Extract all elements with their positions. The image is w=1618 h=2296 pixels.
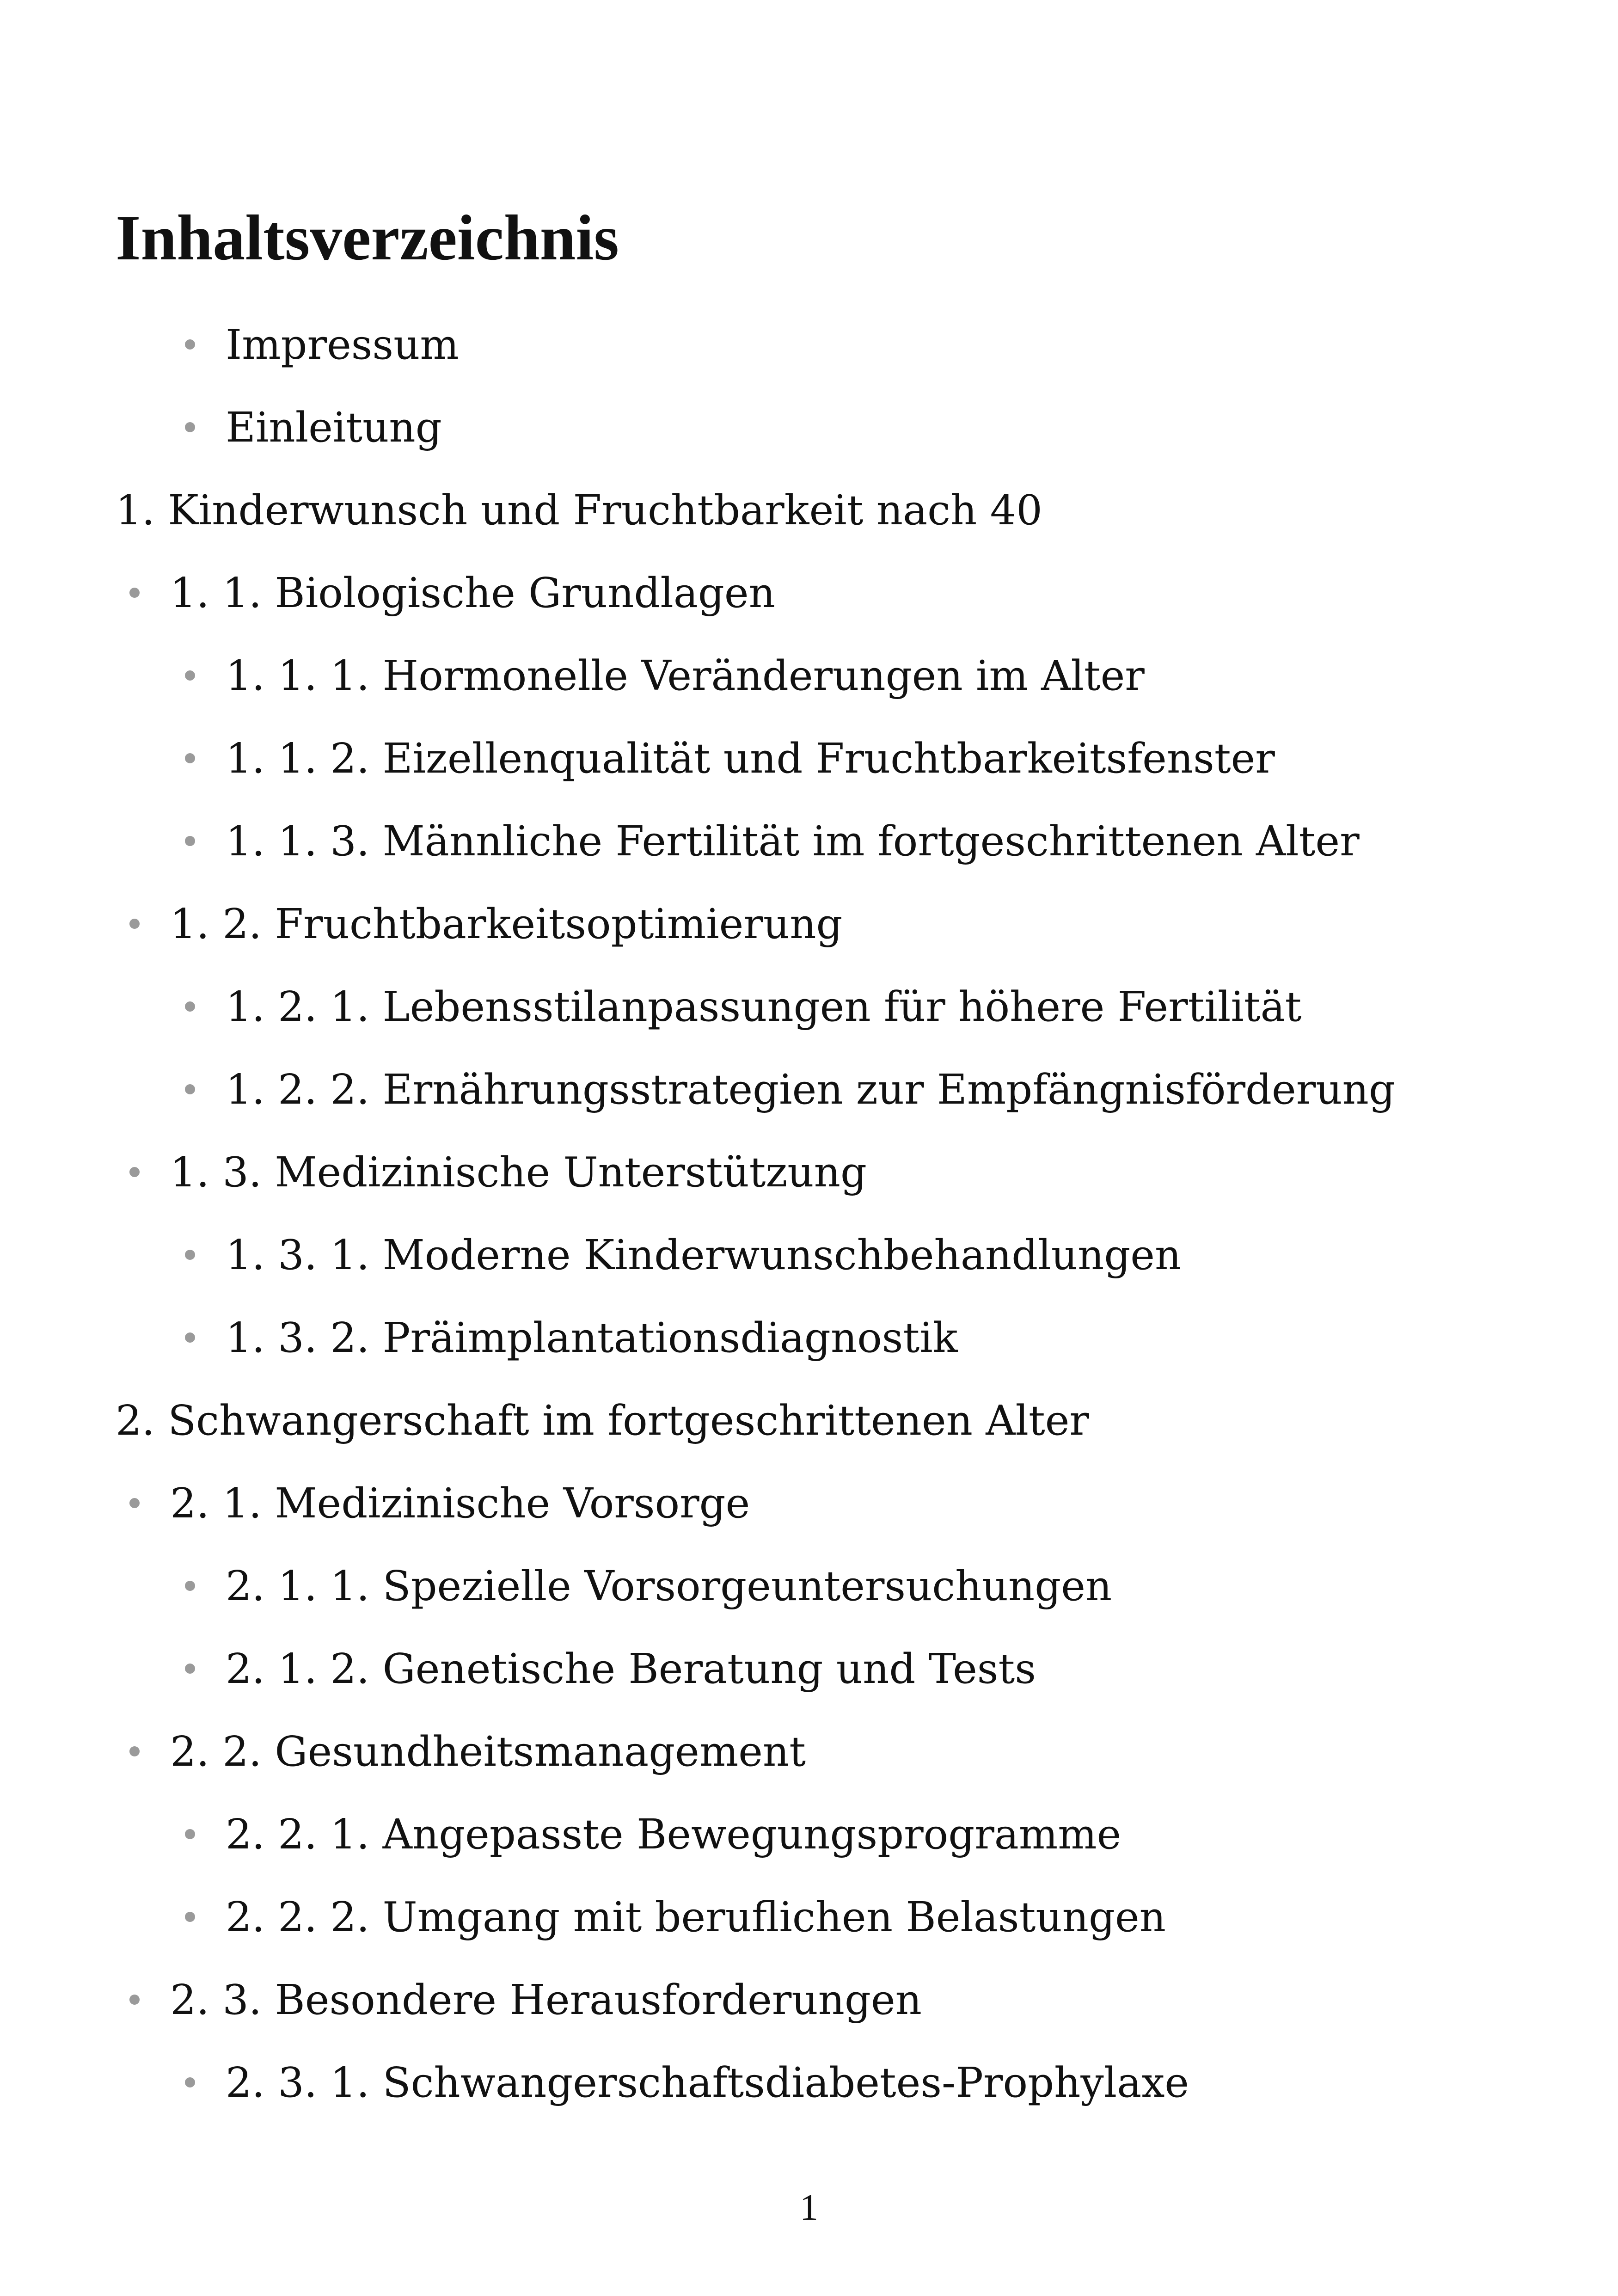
bullet-icon: [185, 1664, 195, 1674]
toc-entry-label[interactable]: 2. 3. Besondere Herausforderungen: [170, 1975, 922, 2024]
toc-entry-label[interactable]: 1. 2. 1. Lebensstilanpassungen für höhere Fertilität: [226, 982, 1302, 1031]
toc-chapter-entry[interactable]: [0, 1379, 1618, 1461]
bullet-icon: [185, 1084, 195, 1094]
toc-entry-label[interactable]: 2. 1. 1. Spezielle Vorsorgeuntersuchungen: [226, 1561, 1112, 1610]
bullet-icon: [185, 339, 195, 350]
toc-entry[interactable]: [0, 386, 1618, 468]
toc-entry[interactable]: [0, 1048, 1618, 1130]
bullet-icon: [129, 1995, 140, 2005]
toc-entry-label[interactable]: 2. 2. 2. Umgang mit beruflichen Belastungen: [226, 1892, 1166, 1941]
toc-entry-label[interactable]: 2. 2. Gesundheitsmanagement: [170, 1727, 806, 1775]
toc-entry-label[interactable]: 1. Kinderwunsch und Fruchtbarkeit nach 40: [116, 485, 1042, 534]
toc-entry[interactable]: [0, 717, 1618, 799]
toc-entry-label[interactable]: 2. Schwangerschaft im fortgeschrittenen Alter: [116, 1396, 1089, 1444]
bullet-icon: [185, 1001, 195, 1012]
toc-entry-label[interactable]: 1. 2. Fruchtbarkeitsoptimierung: [170, 899, 843, 948]
toc-entry-label[interactable]: 1. 1. Biologische Grundlagen: [170, 568, 775, 617]
bullet-icon: [185, 1250, 195, 1260]
toc-entry-label[interactable]: 1. 2. 2. Ernährungsstrategien zur Empfängnisförderung: [226, 1065, 1395, 1113]
bullet-icon: [185, 422, 195, 432]
toc-entry[interactable]: [0, 799, 1618, 882]
bullet-icon: [129, 588, 140, 598]
toc-entry[interactable]: [0, 1296, 1618, 1379]
toc-entry-label[interactable]: 2. 3. 1. Schwangerschaftsdiabetes-Prophylaxe: [226, 2058, 1189, 2106]
bullet-icon: [129, 919, 140, 929]
toc-entry[interactable]: [0, 634, 1618, 717]
bullet-icon: [185, 670, 195, 681]
toc-entry[interactable]: [0, 1461, 1618, 1544]
toc-entry[interactable]: [0, 1710, 1618, 1793]
bullet-icon: [185, 2077, 195, 2087]
toc-entry[interactable]: [0, 551, 1618, 634]
toc-entry[interactable]: [0, 1875, 1618, 1958]
toc-entry-label[interactable]: 1. 3. Medizinische Unterstützung: [170, 1148, 867, 1196]
bullet-icon: [185, 1332, 195, 1343]
bullet-icon: [185, 1829, 195, 1839]
toc-entry[interactable]: [0, 1958, 1618, 2041]
toc-entry-label[interactable]: 1. 3. 2. Präimplantationsdiagnostik: [226, 1313, 958, 1362]
toc-entry-label[interactable]: 1. 3. 1. Moderne Kinderwunschbehandlungen: [226, 1230, 1182, 1279]
bullet-icon: [185, 1912, 195, 1922]
toc-entry-label[interactable]: 2. 1. Medizinische Vorsorge: [170, 1479, 750, 1527]
toc-heading: Inhaltsverzeichnis: [116, 202, 619, 274]
toc-entry[interactable]: [0, 1213, 1618, 1296]
toc-entry-label[interactable]: Impressum: [226, 320, 459, 368]
toc-entry-label[interactable]: Einleitung: [226, 403, 442, 451]
bullet-icon: [185, 753, 195, 763]
toc-entry[interactable]: [0, 882, 1618, 965]
bullet-icon: [129, 1167, 140, 1177]
bullet-icon: [185, 836, 195, 846]
toc-entry[interactable]: [0, 965, 1618, 1048]
toc-entry[interactable]: [0, 1627, 1618, 1710]
table-of-contents: [0, 303, 1618, 2124]
toc-entry-label[interactable]: 1. 1. 1. Hormonelle Veränderungen im Alter: [226, 651, 1145, 700]
bullet-icon: [129, 1498, 140, 1508]
toc-chapter-entry[interactable]: [0, 468, 1618, 551]
bullet-icon: [129, 1746, 140, 1756]
toc-entry[interactable]: [0, 1544, 1618, 1627]
toc-entry-label[interactable]: 2. 2. 1. Angepasste Bewegungsprogramme: [226, 1810, 1122, 1858]
toc-entry[interactable]: [0, 1130, 1618, 1213]
toc-entry-label[interactable]: 1. 1. 3. Männliche Fertilität im fortgeschrittenen Alter: [226, 816, 1360, 865]
toc-entry[interactable]: [0, 1793, 1618, 1875]
page-number: 1: [800, 2187, 818, 2228]
bullet-icon: [185, 1581, 195, 1591]
toc-entry-label[interactable]: 1. 1. 2. Eizellenqualität und Fruchtbarkeitsfenster: [226, 734, 1275, 782]
toc-entry[interactable]: [0, 303, 1618, 386]
toc-entry-label[interactable]: 2. 1. 2. Genetische Beratung und Tests: [226, 1644, 1036, 1693]
toc-entry[interactable]: [0, 2041, 1618, 2124]
